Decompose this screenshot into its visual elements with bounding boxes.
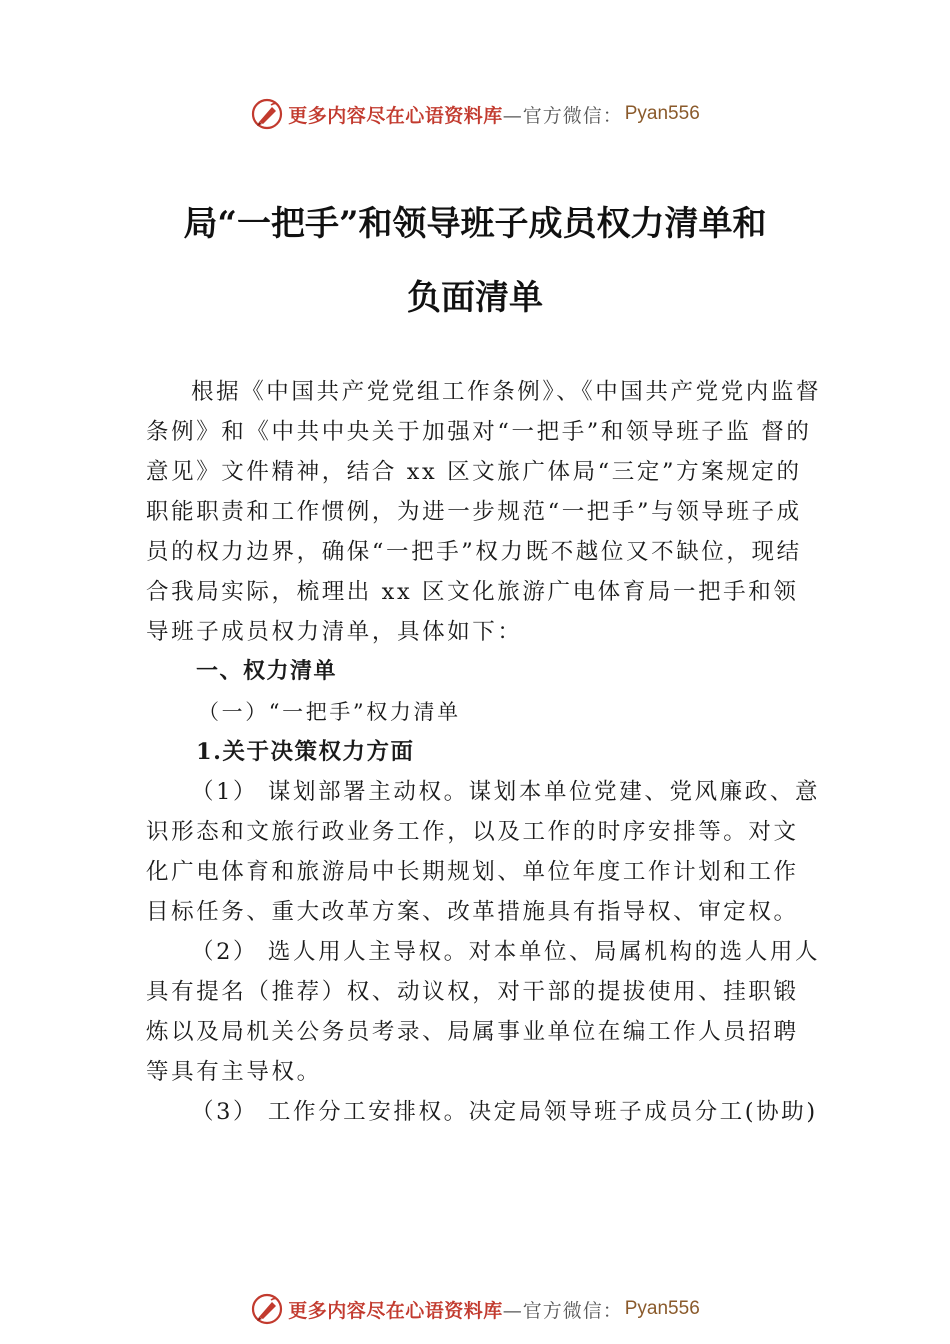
section-heading-power-list: 一、权力清单 — [196, 659, 338, 684]
banner-wechat-id: Pyan556 — [624, 103, 700, 124]
banner-wechat-id: Pyan556 — [624, 1298, 700, 1319]
item-heading-decision: 1.关于决策权力方面 — [196, 739, 415, 765]
intro-paragraph: 根据《中国共产党党组工作条例》、《中国共产党党内监督条例》和《中共中央关于加强对“一把手”和领导班子监 督的意见》文件精神，结合 xx 区文旅广体局“三定”方案规定的职能职责和工作惯例，为进一步规范“一把手”与领导班子成员的权力边界，确保“一把手”权力既不越位又不缺位，现结合我局实际，梳理出 xx 区文化旅游广电体育局一把手和领导班子成员权力清单，具体如下： — [146, 379, 822, 645]
banner-wechat-label: —官方微信： — [502, 104, 623, 127]
pen-logo-icon — [250, 1292, 284, 1326]
watermark-banner-bottom — [0, 1289, 950, 1329]
document-title-line2: 负面清单 — [407, 278, 543, 318]
paragraph-planning-power: （1） 谋划部署主动权。谋划本单位党建、党风廉政、意识形态和文旅行政业务工作，以及工作的时序安排等。对文化广电体育和旅游局中长期规划、单位年度工作计划和工作目标任务、重大改革方案、改革措施具有指导权、审定权。 — [146, 779, 821, 925]
banner-wechat-label: —官方微信： — [502, 1299, 623, 1322]
document-body — [146, 372, 822, 1132]
banner-brand-text: 更多内容尽在心语资料库 — [288, 104, 503, 127]
document-title-line1: 局“一把手”和领导班子成员权力清单和 — [183, 204, 767, 244]
banner-brand-text: 更多内容尽在心语资料库 — [288, 1299, 503, 1322]
pen-logo-icon — [250, 97, 284, 131]
watermark-banner-top — [0, 94, 950, 134]
paragraph-assignment-power: （3） 工作分工安排权。决定局领导班子成员分工(协助) — [191, 1099, 818, 1125]
subsection-heading-leader: （一）“一把手”权力清单 — [198, 700, 461, 724]
paragraph-personnel-power: （2） 选人用人主导权。对本单位、局属机构的选人用人具有提名（推荐）权、动议权，对干部的提拔使用、挂职锻炼以及局机关公务员考录、局属事业单位在编工作人员招聘等具有主导权。 — [146, 939, 821, 1085]
